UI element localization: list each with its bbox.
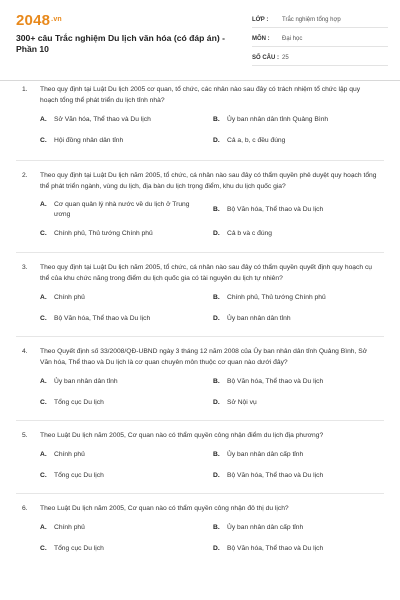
option-letter: B. [213, 378, 220, 385]
question-list [0, 80, 400, 556]
option-letter: B. [213, 294, 220, 301]
option-letter: B. [213, 116, 220, 123]
option-text: Bộ Văn hóa, Thể thao và Du lịch [227, 472, 324, 479]
option-c[interactable] [40, 136, 213, 148]
option-text: Chính phủ [54, 524, 85, 531]
question-number: 5. [22, 432, 28, 439]
question-1 [0, 84, 400, 106]
option-d[interactable] [213, 398, 383, 410]
meta-label: LỚP : [252, 16, 269, 23]
option-b[interactable] [213, 377, 383, 389]
option-text: Cơ quan quản lý nhà nước về du lịch ở Trung ương [54, 201, 190, 218]
option-text: Cả a, b, c đều đúng [227, 137, 286, 144]
option-letter: C. [40, 545, 47, 552]
option-a[interactable] [40, 450, 213, 462]
option-c[interactable] [40, 544, 213, 556]
option-text: Ủy ban nhân dân cấp tỉnh [227, 524, 304, 531]
question-5 [0, 430, 400, 441]
document-header [0, 0, 400, 81]
option-text: Bộ Văn hóa, Thể thao và Du lịch [54, 315, 151, 322]
option-a[interactable] [40, 293, 213, 305]
option-text: Chính phủ, Thủ tướng Chính phủ [227, 294, 326, 301]
option-c[interactable] [40, 398, 213, 410]
question-number: 4. [22, 348, 28, 355]
option-letter: A. [40, 201, 47, 208]
option-text: Sở Nội vụ [227, 399, 257, 406]
option-text: Cả b và c đúng [227, 230, 272, 237]
option-d[interactable] [213, 544, 383, 556]
question-number: 1. [22, 86, 28, 93]
option-letter: D. [213, 315, 220, 322]
question-text: Theo Luật Du lịch năm 2005, Cơ quan nào có thẩm quyền công nhận điểm du lịch địa phương? [40, 432, 324, 439]
question-text: Theo Quyết định số 33/2008/QĐ-UBND ngày 3 tháng 12 năm 2008 của Ủy ban nhân dân tỉnh Quảng Bình, Sở Văn hóa, Thể thao và Du lịch là cơ quan chuyên môn thuộc cơ quan nào dưới đây? [40, 348, 368, 366]
meta-value: Trắc nghiệm tổng hợp [282, 16, 341, 23]
meta-value: Đại học [282, 35, 303, 42]
option-text: Chính phủ [54, 451, 85, 458]
option-a[interactable] [40, 523, 213, 535]
option-b[interactable] [213, 293, 383, 305]
meta-label: SỐ CÂU : [252, 54, 279, 61]
option-letter: C. [40, 230, 47, 237]
question-1-options [0, 115, 400, 148]
option-d[interactable] [213, 136, 383, 148]
option-text: Ủy ban nhân dân tỉnh [54, 378, 118, 385]
meta-row-subject [252, 31, 388, 47]
option-text: Ủy ban nhân dân tỉnh Quảng Bình [227, 116, 329, 123]
option-letter: D. [213, 399, 220, 406]
option-text: Hội đồng nhân dân tỉnh [54, 137, 124, 144]
option-c[interactable] [40, 314, 213, 326]
meta-label: MÔN : [252, 35, 270, 42]
option-text: Bộ Văn hóa, Thể thao và Du lịch [227, 378, 324, 385]
site-logo[interactable] [16, 12, 62, 29]
option-d[interactable] [213, 471, 383, 483]
option-letter: C. [40, 472, 47, 479]
option-letter: D. [213, 230, 220, 237]
question-text: Theo quy định tại Luật Du lịch năm 2005, tổ chức, cá nhân nào sau đây có thẩm quyền quyết định quy hoạch cụ thể của khu chức năng trong điểm du lịch quốc gia có tài nguyên du lịch tự nhiên? [40, 264, 373, 282]
question-3-options [0, 293, 400, 326]
option-text: Bộ Văn hóa, Thể thao và Du lịch [227, 206, 324, 213]
question-6-options [0, 523, 400, 556]
meta-row-question-count [252, 50, 388, 66]
option-d[interactable] [213, 314, 383, 326]
question-6 [0, 503, 400, 514]
option-b[interactable] [213, 200, 383, 220]
option-letter: A. [40, 294, 47, 301]
question-text: Theo Luật Du lịch năm 2005, Cơ quan nào có thẩm quyền công nhận đô thị du lịch? [40, 505, 289, 512]
option-letter: A. [40, 116, 47, 123]
question-number: 6. [22, 505, 28, 512]
option-text: Ủy ban nhân dân tỉnh [227, 315, 291, 322]
option-a[interactable] [40, 200, 213, 220]
option-letter: D. [213, 137, 220, 144]
option-letter: A. [40, 451, 47, 458]
option-text: Sở Văn hóa, Thể thao và Du lịch [54, 116, 151, 123]
option-text: Tổng cục Du lịch [54, 545, 104, 552]
option-letter: C. [40, 315, 47, 322]
option-text: Bộ Văn hóa, Thể thao và Du lịch [227, 545, 324, 552]
option-b[interactable] [213, 450, 383, 462]
option-b[interactable] [213, 523, 383, 535]
logo-text: 2048 [16, 12, 51, 29]
option-c[interactable] [40, 471, 213, 483]
option-a[interactable] [40, 377, 213, 389]
question-5-options [0, 450, 400, 483]
option-text: Ủy ban nhân dân cấp tỉnh [227, 451, 304, 458]
option-letter: C. [40, 137, 47, 144]
option-text: Tổng cục Du lịch [54, 472, 104, 479]
question-number: 2. [22, 172, 28, 179]
question-4-options [0, 377, 400, 410]
question-text: Theo quy định tại Luật Du lịch năm 2005, tổ chức, cá nhân nào sau đây có thẩm quyền phê duyệt quy hoạch tổng thể phát triển ngành, vùng du lịch, địa bàn du lịch trọng điểm, khu du lịch quốc gia? [40, 172, 377, 190]
question-number: 3. [22, 264, 28, 271]
option-letter: B. [213, 451, 220, 458]
option-text: Chính phủ [54, 294, 85, 301]
question-text: Theo quy định tại Luật Du lịch 2005 cơ quan, tổ chức, các nhân nào sau đây có trách nhiệm tổ chức lập quy hoạch tổng thể phát triển du lịch tỉnh nhà? [40, 86, 361, 104]
question-4 [0, 346, 400, 368]
question-2-options [0, 200, 400, 241]
meta-row-class [252, 12, 388, 28]
option-text: Tổng cục Du lịch [54, 399, 104, 406]
option-letter: A. [40, 524, 47, 531]
option-letter: B. [213, 524, 220, 531]
option-letter: C. [40, 399, 47, 406]
document-title: 300+ câu Trắc nghiệm Du lịch văn hóa (có đáp án) - Phần 10 [16, 33, 225, 54]
option-c[interactable] [40, 229, 213, 241]
document-meta [252, 12, 388, 66]
question-3 [0, 262, 400, 284]
option-d[interactable] [213, 229, 383, 241]
option-a[interactable] [40, 115, 213, 127]
option-letter: D. [213, 545, 220, 552]
option-letter: B. [213, 206, 220, 213]
logo-suffix: .vn [51, 16, 62, 23]
option-letter: A. [40, 378, 47, 385]
meta-value: 25 [282, 54, 289, 61]
option-letter: D. [213, 472, 220, 479]
question-2 [0, 170, 400, 192]
option-b[interactable] [213, 115, 383, 127]
option-text: Chính phủ, Thủ tướng Chính phủ [54, 230, 153, 237]
